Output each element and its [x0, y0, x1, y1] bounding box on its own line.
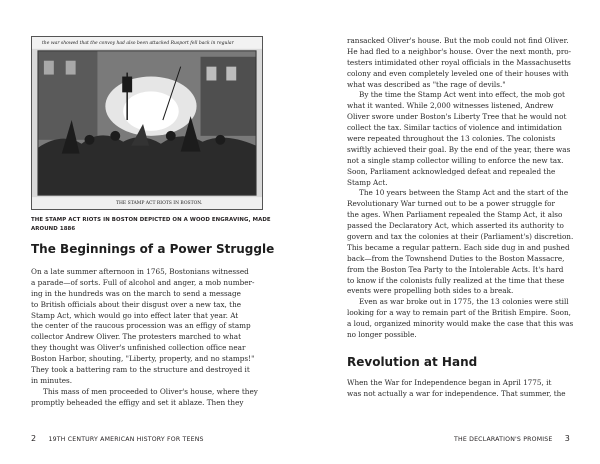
text-line: This mass of men proceeded to Oliver's house, where they — [43, 386, 258, 396]
text-line: He had fled to a neighbor's house. Over the next month, pro- — [347, 46, 572, 56]
text-line: the center of the raucous procession was an effigy of stamp — [31, 321, 251, 331]
engraving-illustration — [32, 37, 262, 209]
text-line: When the War for Independence began in April 1775, it — [347, 378, 552, 387]
text-line: govern and tax the colonies at their (Parliament's) discretion. — [347, 232, 574, 242]
text-line: to British officials about their disgust over a new tax, the — [31, 299, 242, 309]
text-line: a parade—of sorts. Full of alcohol and anger, a mob number- — [31, 277, 255, 287]
text-line: Oliver swore under Boston's Liberty Tree that he would not — [347, 112, 567, 122]
text-line: Boston Harbor, shouting, "Liberty, property, and no stamps!" — [31, 354, 255, 364]
text-line: testers intimidated other royal officials in the Massachusetts — [347, 57, 571, 67]
text-line: colony and even completely leveled one of their houses with — [347, 68, 569, 78]
text-line: collect the tax. Similar tactics of violence and intimidation — [347, 123, 562, 133]
text-line: from the Boston Tea Party to the Intolerable Acts. It's hard — [347, 264, 564, 274]
text-line: On a late summer afternoon in 1765, Bostonians witnessed — [31, 267, 249, 276]
text-line: were repeated throughout the 13 colonies. The colonists — [347, 134, 556, 144]
left-body-text — [31, 267, 258, 409]
text-line: a loud, organized minority would make the case that this was — [347, 319, 574, 329]
section-heading-power-struggle: The Beginnings of a Power Struggle — [31, 242, 275, 256]
chapter-title-running-foot: THE DECLARATION'S PROMISE — [454, 436, 553, 443]
stamp-act-riot-engraving — [31, 36, 263, 210]
text-line: what it wanted. While 2,000 witnesses listened, Andrew — [347, 101, 554, 111]
text-line: not a single stamp collector willing to enforce the new tax. — [347, 155, 564, 165]
figure-caption: THE STAMP ACT RIOTS IN BOSTON DEPICTED ON A WOOD ENGRAVING, MADE AROUND 1886 — [31, 217, 271, 232]
text-line: promptly beheaded the effigy and set it ablaze. Then they — [31, 397, 244, 407]
text-line: Stamp Act, which would go into effect later that year. At — [31, 310, 239, 320]
right-page — [300, 0, 600, 464]
text-line: ing in the hundreds was on the march to send a message — [31, 288, 241, 298]
text-line: events were propelling both sides to a break. — [347, 286, 514, 296]
text-line: what was described as "the rage of devils." — [347, 79, 506, 89]
text-line: no longer possible. — [347, 330, 417, 340]
engraving-bottom-label: THE STAMP ACT RIOTS IN BOSTON. — [116, 201, 203, 206]
text-line: in minutes. — [31, 375, 73, 385]
page-number-right: 3 — [564, 434, 570, 443]
page-number-left: 2 — [31, 434, 37, 443]
text-line: swiftly achieved their goal. By the end of the year, there was — [347, 144, 571, 154]
section-heading-revolution: Revolution at Hand — [347, 355, 478, 369]
book-title-running-foot: 19TH CENTURY AMERICAN HISTORY FOR TEENS — [48, 436, 204, 443]
text-line: looking for a way to remain part of the British Empire. Soon, — [347, 308, 571, 318]
text-line: This became a regular pattern. Each side dug in and pushed — [347, 242, 570, 252]
text-line: By the time the Stamp Act went into effect, the mob got — [359, 90, 565, 100]
right-body-text-continued — [347, 378, 566, 400]
text-line: was not actually a war for independence. That summer, the — [347, 388, 566, 398]
text-line: collector Andrew Oliver. The protesters marched to what — [31, 332, 242, 342]
right-footer — [454, 434, 570, 443]
text-line: Stamp Act. — [347, 177, 388, 187]
left-footer — [31, 434, 204, 443]
text-line: They took a battering ram to the structure and destroyed it — [31, 365, 250, 375]
right-body-text — [347, 36, 573, 341]
text-line: The 10 years between the Stamp Act and the start of the — [359, 188, 569, 198]
text-line: Revolutionary War turned out to be a power struggle for — [347, 199, 555, 209]
text-line: the ages. When Parliament repealed the Stamp Act, it also — [347, 210, 563, 220]
text-line: back—from the Townshend Duties to the Boston Massacre, — [347, 253, 565, 263]
text-line: to know if the colonists fully realized at the time that these — [347, 275, 565, 285]
engraving-top-inscription: the war showed that the convoy had also been attacked Rusport fell back in regular — [42, 41, 234, 46]
text-line: passed the Declaratory Act, which asserted its authority to — [347, 221, 564, 231]
text-line: ransacked Oliver's house. But the mob could not find Oliver. — [347, 36, 569, 45]
text-line: Soon, Parliament acknowledged defeat and repealed the — [347, 166, 556, 176]
text-line: Even as war broke out in 1775, the 13 colonies were still — [359, 297, 569, 307]
text-line: they thought was Oliver's unfinished collection office near — [31, 343, 246, 353]
